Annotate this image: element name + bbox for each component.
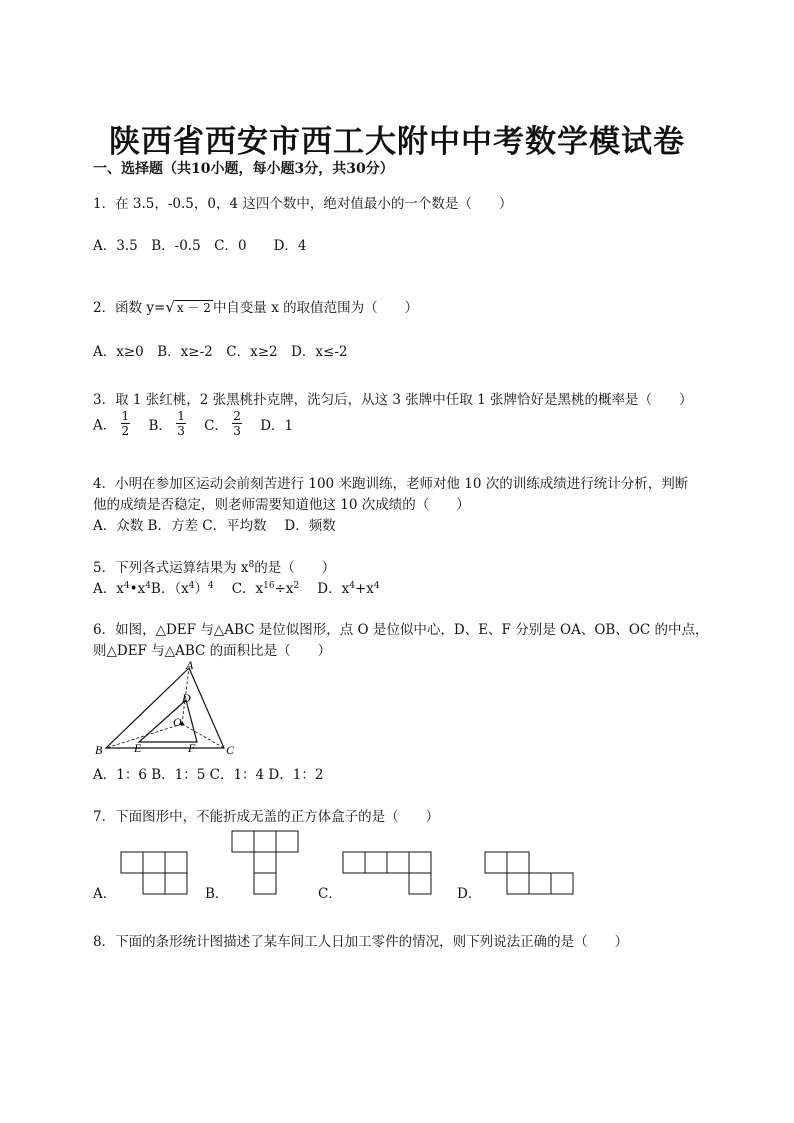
- exponent: 4: [123, 581, 130, 591]
- label-d: D: [182, 691, 191, 705]
- exponent: 4: [207, 581, 214, 591]
- net-option-d: [484, 850, 576, 896]
- triangle-def: [139, 700, 197, 742]
- exponent: 4: [373, 581, 380, 591]
- question-8-stem: 8．下面的条形统计图描述了某车间工人日加工零件的情况，则下列说法正确的是（ ）: [93, 934, 629, 950]
- label-b: B: [95, 743, 103, 757]
- option-c-mid: ÷x: [274, 581, 294, 597]
- exponent: 8: [248, 560, 255, 570]
- option-d-label: D．1: [260, 417, 294, 434]
- option-a-label: A．: [93, 886, 117, 902]
- option-a-mid: •x: [129, 581, 146, 597]
- question-4-stem-line2: 他的成绩是否稳定，则老师需要知道他这 10 次成绩的（ ）: [93, 497, 470, 513]
- sqrt-radicand: x － 2: [176, 301, 211, 315]
- option-c-label: C．: [318, 886, 342, 902]
- option-d-label: D．: [457, 886, 482, 902]
- exponent: 2: [293, 581, 300, 591]
- section-heading: 一、选择题（共10小题，每小题3分，共30分）: [93, 161, 394, 177]
- label-f: F: [188, 741, 196, 755]
- question-4-stem-line1: 4．小明在参加区运动会前刻苦进行 100 米跑训练，老师对他 10 次的训练成绩进行统计分析，判断: [93, 476, 689, 492]
- exponent: 4: [145, 581, 151, 591]
- net-option-c: [342, 850, 434, 896]
- option-b-label: B．: [148, 417, 172, 434]
- question-2-options: A．x≥0 B．x≥-2 C．x≥2 D．x≤-2: [93, 344, 348, 360]
- net-option-a: [120, 850, 190, 896]
- option-a: A．x: [93, 581, 124, 597]
- question-2-stem-start: 2．函数 y=: [93, 300, 166, 316]
- label-a: A: [186, 658, 194, 672]
- question-6-stem-line1: 6．如图，△DEF 与△ABC 是位似图形，点 O 是位似中心，D、E、F 分别是 OA、OB、OC 的中点，: [93, 622, 709, 638]
- net-option-b: [231, 830, 301, 896]
- question-3-stem: 3．取 1 张红桃，2 张黑桃扑克牌，洗匀后，从这 3 张牌中任取 1 张牌恰好是黑桃的概率是（ ）: [93, 392, 693, 408]
- question-5-stem-end: 的是（ ）: [254, 560, 336, 576]
- option-c-fraction: $\frac{2}{3}$: [233, 409, 241, 438]
- option-b-fraction: $\frac{1}{3}$: [177, 409, 185, 438]
- exponent: 4: [188, 581, 195, 591]
- question-4-options: A．众数 B．方差 C．平均数 D．频数: [93, 518, 336, 534]
- similar-triangles-figure: [92, 658, 242, 760]
- exponent: 16: [263, 581, 275, 591]
- question-5-stem-start: 5．下列各式运算结果为 x: [93, 560, 249, 576]
- page-title: 陕西省西安市西工大附中中考数学模试卷: [109, 124, 685, 160]
- option-d-mid: +x: [354, 581, 374, 597]
- question-2-stem-end: 中自变量 x 的取值范围为（ ）: [212, 300, 419, 316]
- question-7-stem: 7．下面图形中，不能折成无盖的正方体盒子的是（ ）: [93, 809, 440, 825]
- label-c: C: [226, 743, 235, 757]
- question-6-options: A．1：6 B．1：5 C．1：4 D．1：2: [93, 767, 324, 783]
- question-2-stem: [93, 296, 418, 316]
- option-c-label: C．: [204, 417, 228, 434]
- line-ob: [106, 724, 182, 748]
- option-a-label: A．: [93, 417, 117, 434]
- sqrt-expression: √ x － 2: [165, 298, 211, 316]
- label-e: E: [134, 741, 142, 755]
- option-b-label: B．: [205, 886, 229, 902]
- option-d: D．x: [317, 581, 350, 597]
- exponent: 4: [349, 581, 355, 591]
- question-5-stem: [93, 556, 335, 576]
- question-6-stem-line2: 则△DEF 与△ABC 的面积比是（ ）: [93, 643, 332, 659]
- question-1-stem: 1．在 3.5，-0.5，0，4 这四个数中，绝对值最小的一个数是（ ）: [93, 196, 513, 212]
- question-1-options: A．3.5 B．-0.5 C．0 D．4: [93, 238, 307, 254]
- label-o: O: [173, 715, 182, 729]
- question-3-options: [93, 409, 293, 438]
- option-b: B．（x: [150, 581, 189, 597]
- option-a-fraction: $\frac{1}{2}$: [121, 409, 130, 438]
- triangle-abc: [106, 668, 224, 748]
- option-c: C．x: [231, 581, 264, 597]
- option-b-mid: ）: [194, 581, 208, 597]
- question-5-options: [93, 577, 380, 597]
